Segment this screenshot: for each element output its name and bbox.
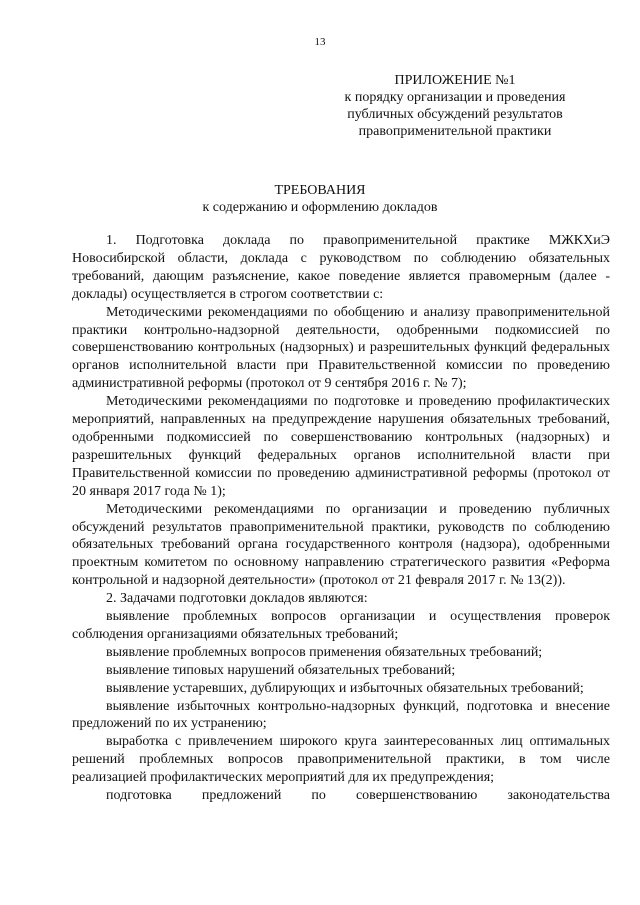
appendix-line: к порядку организации и проведения [344,90,566,105]
document-body [72,232,610,805]
page-number: 13 [314,36,326,48]
paragraph: выявление типовых нарушений обязательных требований; [106,662,456,678]
document-heading [0,182,640,216]
paragraph: подготовка предложений по совершенствованию законодательства [106,788,610,804]
paragraph: выработка с привлечением широкого круга заинтересованных лиц оптимальных решений проблемных вопросов правоприменительной практики, в том числе реализацией профилактических мероприятий для их предупреждения; [72,734,610,786]
paragraph: Методическими рекомендациями по подготовке и проведению профилактических мероприятий, направленных на предупреждение нарушения обязательных требований, одобренными подкомиссией по совершенствованию контрольных (надзорных) и разрешительных функций федеральных органов исполнительной власти при Правительственной комиссии по проведению административной реформы (протокол от 20 января 2017 года № 1); [72,394,610,499]
paragraph: выявление устаревших, дублирующих и избыточных обязательных требований; [106,680,584,696]
document-subtitle: к содержанию и оформлению докладов [202,200,438,215]
paragraph: выявление избыточных контрольно-надзорных функций, подготовка и внесение предложений по их устранению; [72,698,610,732]
appendix-title: ПРИЛОЖЕНИЕ №1 [394,73,516,88]
paragraph: Методическими рекомендациями по обобщению и анализу правоприменительной практики контрольно-надзорной деятельности, одобренными подкомиссией по совершенствованию контрольных (надзорных) и разрешительных функций федеральных органов исполнительной власти при Правительственной комиссии по проведению административной реформы (протокол от 9 сентября 2016 г. № 7); [72,304,610,392]
paragraph: выявление проблемных вопросов применения обязательных требований; [106,644,543,660]
paragraph: 2. Задачами подготовки докладов являются: [106,591,368,607]
paragraph: выявление проблемных вопросов организации и осуществления проверок соблюдения организациями обязательных требований; [72,609,610,642]
appendix-header [330,72,580,140]
paragraph: 1. Подготовка доклада по правоприменительной практике МЖКХиЭ Новосибирской области, доклада с руководством по соблюдению обязательных требований, дающим разъяснение, какое поведение является правомерным (далее - доклады) осуществляется в строгом соответствии с: [72,233,610,302]
appendix-line: правоприменительной практики [358,124,552,139]
appendix-line: публичных обсуждений результатов [347,107,563,122]
paragraph: Методическими рекомендациями по организации и проведению публичных обсуждений результатов правоприменительной практики, руководств по соблюдению обязательных требований органа государственного контроля (надзора), одобренными проектным комитетом по основному направлению стратегического развития «Реформа контрольной и надзорной деятельности» (протокол от 21 февраля 2017 г. № 13(2)). [72,501,610,589]
document-title: ТРЕБОВАНИЯ [274,183,366,198]
